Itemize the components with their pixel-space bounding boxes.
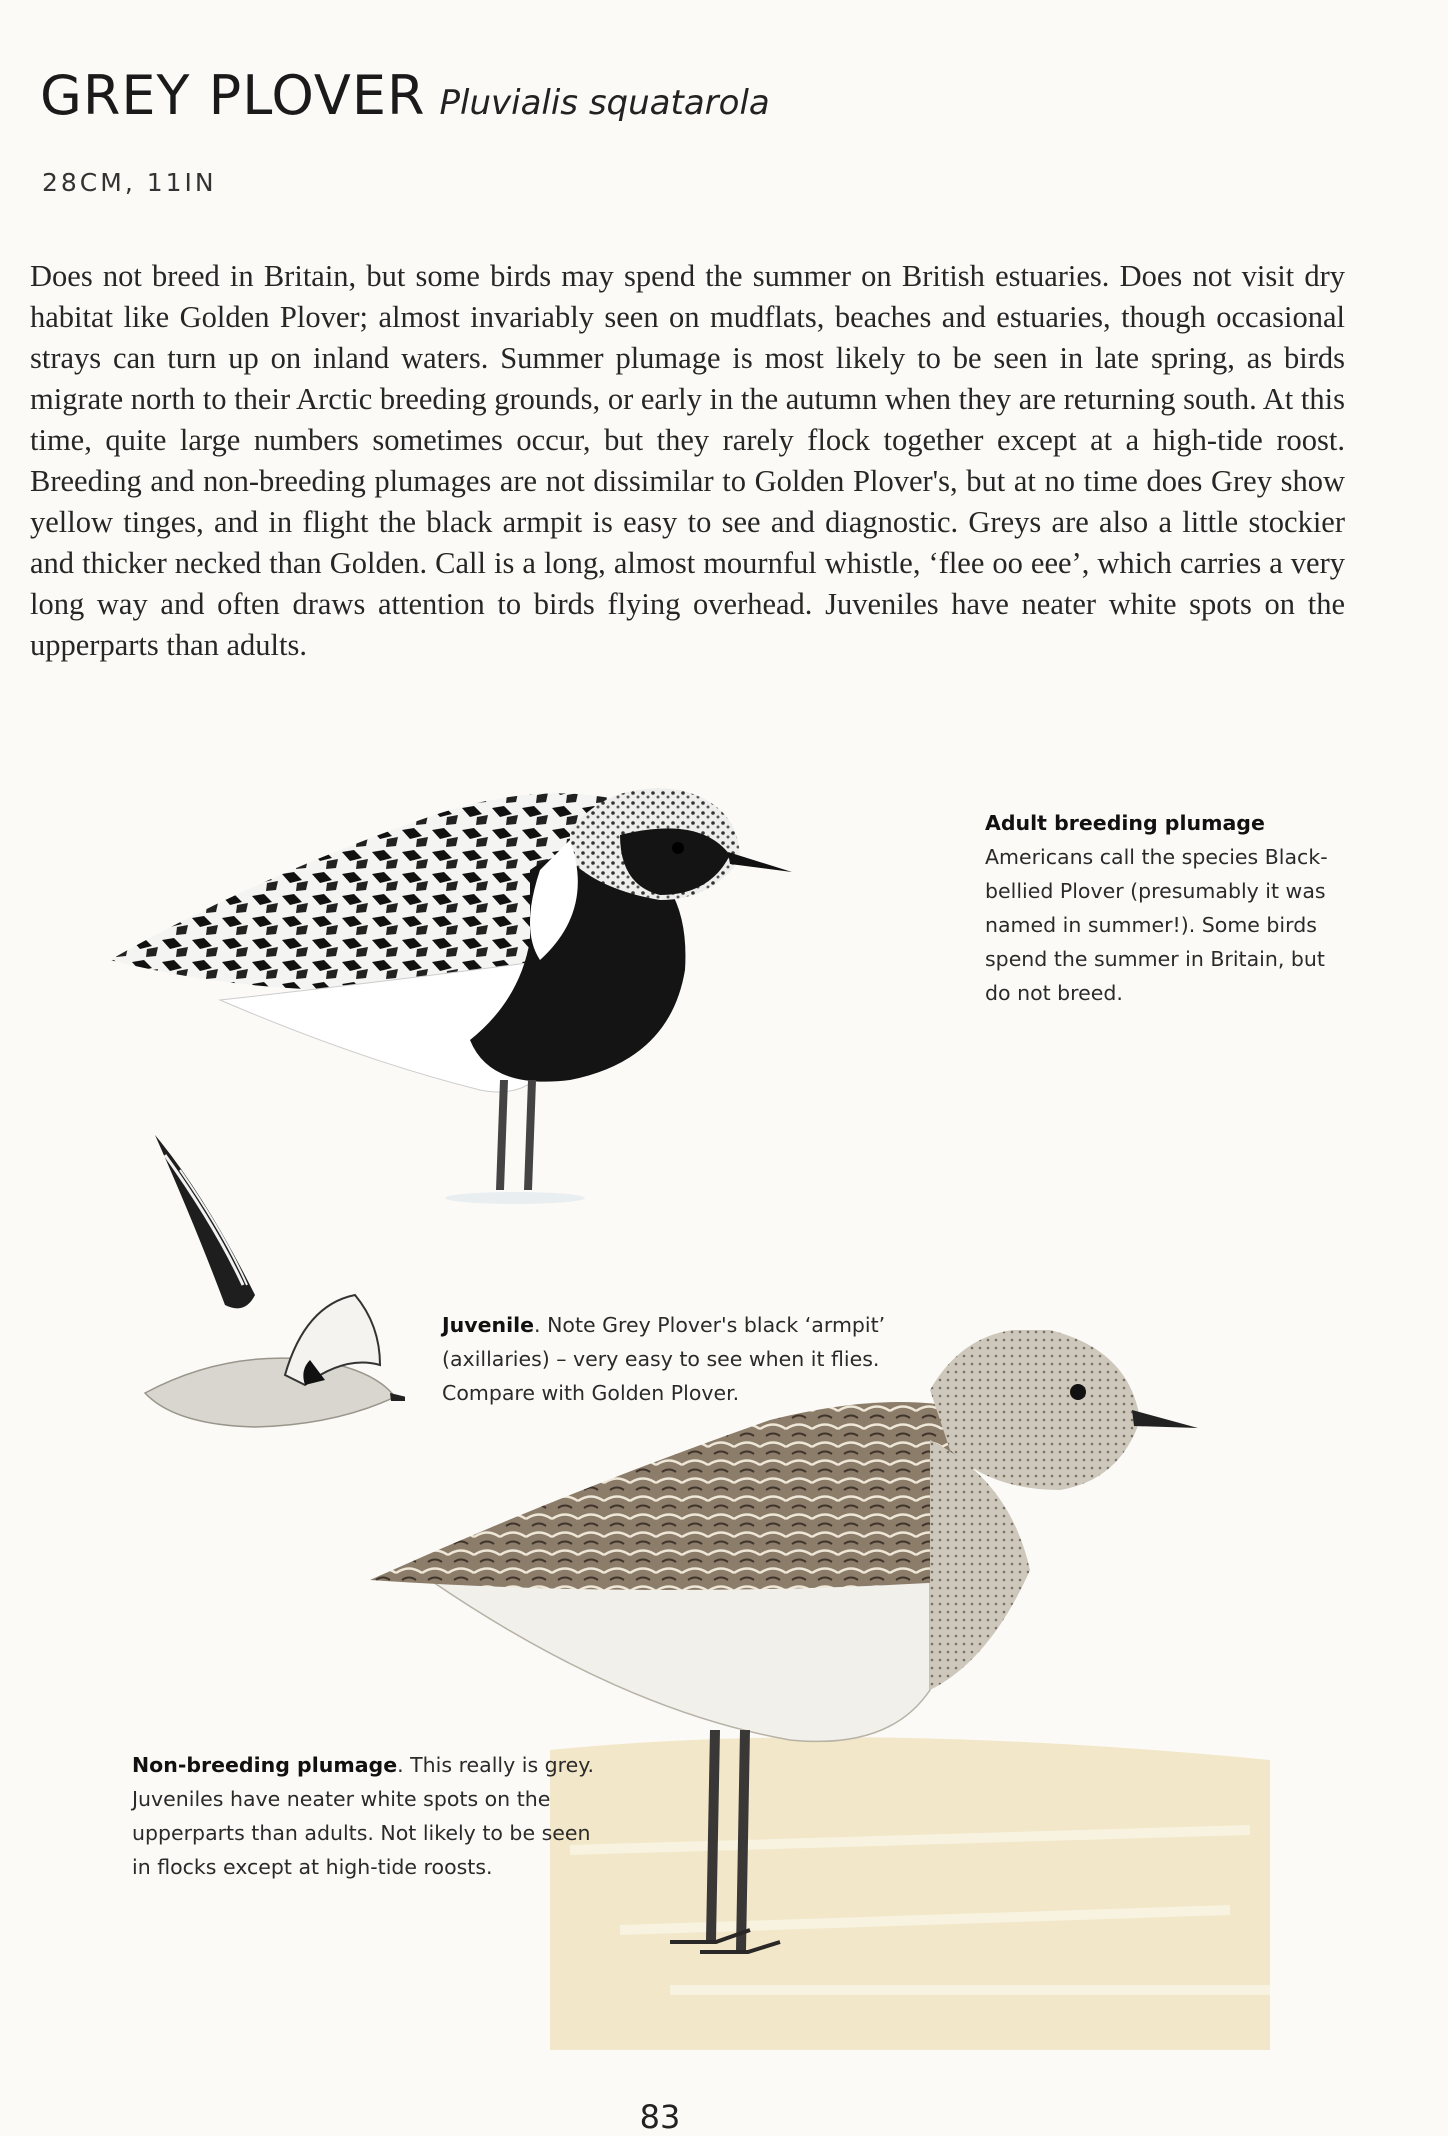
caption-non-breeding-heading: Non-breeding plumage bbox=[132, 1753, 398, 1777]
flying-body bbox=[145, 1358, 395, 1427]
species-scientific-name: Pluvialis squatarola bbox=[439, 83, 770, 123]
flying-plover-illustration bbox=[135, 1135, 405, 1455]
non-breeding-plumage-illustration bbox=[370, 1330, 1370, 2050]
species-size: 28CM, 11IN bbox=[42, 168, 217, 197]
non-breeding-underside bbox=[430, 1570, 930, 1741]
caption-non-breeding: Non-breeding plumage. This really is grey. Juveniles have neater white spots on the upperparts than adults. Not likely to be seen in flocks except at high-tide roosts. bbox=[132, 1753, 594, 1879]
species-description: Does not breed in Britain, but some birds may spend the summer on British estuaries. Does not visit dry habitat like Golden Plover; almost invariably seen on mudflats, beaches and estuaries, though occasional strays can turn up on inland waters. Summer plumage is most likely to be seen in late spring, as birds migrate north to their Arctic breeding grounds, or early in the autumn when they are returning south. At this time, quite large numbers sometimes occur, but they rarely flock together except at a high-tide roost. Breeding and non-breeding plumages are not dissimilar to Golden Plover's, but at no time does Grey show yellow tinges, and in flight the black armpit is easy to see and diagnostic. Greys are also a little stockier and thicker necked than Golden. Call is a long, almost mournful whistle, ‘flee oo eee’, which carries a very long way and often draws attention to birds flying overhead. Juveniles have neater white spots on the upperparts than adults. bbox=[30, 259, 1345, 662]
caption-juvenile-text: Note Grey Plover's black ‘armpit’ (axillaries) – very easy to see when it flies. Compare with Golden Plover. bbox=[442, 1313, 886, 1405]
non-breeding-back bbox=[370, 1402, 980, 1590]
non-breeding-bill bbox=[1132, 1410, 1198, 1428]
caption-juvenile: Juvenile. Note Grey Plover's black ‘armpit’ (axillaries) – very easy to see when it flies. Compare with Golden Plover. bbox=[442, 1313, 886, 1405]
breeding-legs bbox=[496, 1080, 536, 1190]
caption-adult-breeding-text: Americans call the species Black-bellied Plover (presumably it was named in summer!). Some birds spend the summer in Britain, but do not breed. bbox=[985, 845, 1328, 1005]
species-heading bbox=[40, 64, 770, 127]
sand-ground bbox=[550, 1737, 1270, 2050]
species-common-name: GREY PLOVER bbox=[40, 64, 426, 127]
caption-adult-breeding bbox=[985, 806, 1345, 1010]
caption-juvenile-heading: Juvenile bbox=[442, 1313, 535, 1337]
caption-adult-breeding-heading: Adult breeding plumage bbox=[985, 811, 1265, 835]
caption-non-breeding-text: This really is grey. Juveniles have neater white spots on the upperparts than adults. Not likely to be seen in flocks except at high-tide roosts. bbox=[132, 1753, 594, 1879]
page-number: 83 bbox=[639, 2098, 681, 2136]
breeding-bill bbox=[728, 852, 792, 872]
